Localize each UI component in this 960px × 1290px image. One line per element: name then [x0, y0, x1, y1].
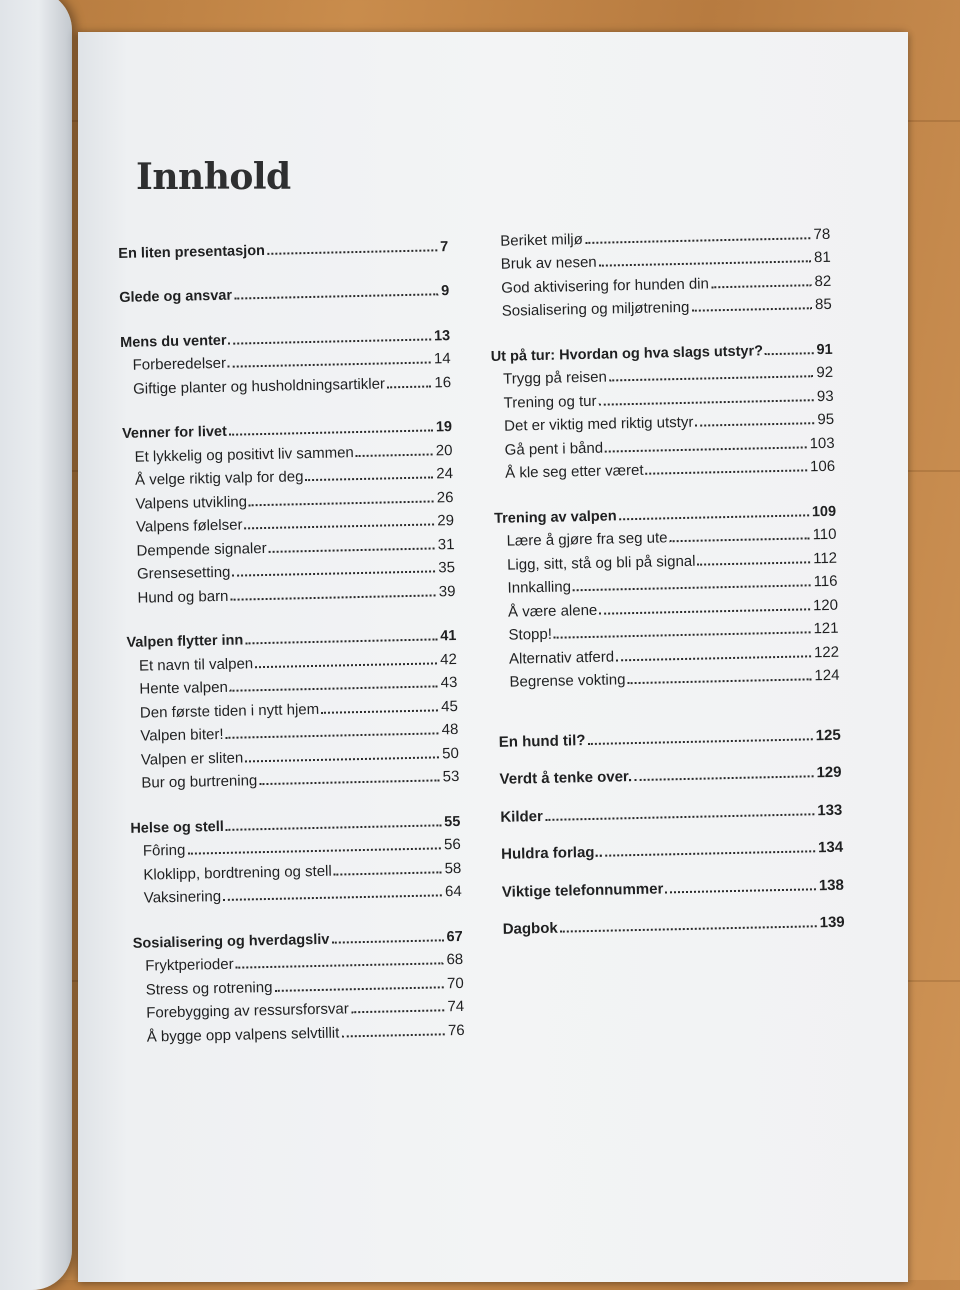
leader-dots [609, 375, 814, 381]
toc-page-number: 124 [814, 666, 840, 685]
leader-dots [560, 925, 817, 932]
toc-page-number: 106 [809, 457, 836, 476]
toc-entry-label: Vaksinering [143, 887, 222, 907]
toc-entry-label: Å kle seg etter været [505, 461, 644, 482]
leader-dots [665, 888, 816, 893]
toc-entry-label: Den første tiden i nytt hjem [139, 700, 320, 722]
leader-dots [245, 638, 437, 644]
toc-right-top [488, 219, 840, 691]
toc-page-number: 93 [816, 387, 834, 405]
toc-entry-label: Å bygge opp valpens selvtillit [146, 1024, 340, 1046]
toc-page-number: 125 [815, 726, 841, 744]
toc-entry-label: Bur og burtrening [141, 772, 258, 792]
toc-page-number: 70 [446, 974, 464, 992]
toc-entry-label: Trening og tur [503, 392, 597, 412]
toc-entry-label: Valpen flytter inn [126, 632, 244, 651]
leader-dots [627, 678, 811, 684]
leader-dots [646, 469, 808, 474]
leader-dots [599, 608, 810, 614]
leader-dots [619, 514, 809, 520]
leader-dots [765, 352, 814, 355]
toc-entry-label: Alternativ atferd [508, 647, 615, 668]
toc-page-number: 110 [812, 525, 837, 544]
toc-page-number: 20 [435, 441, 453, 459]
toc-page-number: 120 [812, 596, 839, 614]
leader-dots [229, 429, 433, 435]
leader-dots [341, 1033, 445, 1037]
leader-dots [331, 939, 443, 943]
toc-entry-label: Verdt å tenke over. [499, 768, 633, 788]
leader-dots [255, 662, 437, 668]
toc-entry-label: Hente valpen [139, 678, 229, 698]
leader-dots [698, 561, 811, 565]
toc-entry-label: Ligg, sitt, stå og bli på signal [506, 552, 696, 574]
toc-page-number: 45 [441, 697, 459, 715]
leader-dots [605, 850, 815, 856]
toc-page-number: 19 [435, 419, 453, 436]
toc-page-number: 29 [437, 512, 455, 530]
toc-page-number: 139 [819, 913, 845, 932]
toc-entry-label: Sosialisering og hverdagsliv [132, 931, 330, 952]
toc-page-number: 35 [438, 559, 456, 577]
toc-page-number: 9 [440, 283, 450, 300]
toc-page-number: 85 [814, 295, 832, 314]
leader-dots [223, 894, 442, 901]
toc-entry-label: God aktivisering for hunden din [501, 274, 710, 297]
toc-entry-label: Mens du venter [120, 332, 227, 351]
toc-page-number: 92 [816, 363, 834, 382]
leader-dots [269, 547, 435, 552]
leader-dots [387, 385, 432, 388]
toc-page-number: 122 [813, 643, 840, 661]
toc-entry-label: Trening av valpen [493, 507, 617, 527]
toc-entry-label: Ut på tur: Hvordan og hva slags utstyr? [490, 342, 764, 365]
toc-page-number: 95 [817, 410, 835, 429]
toc-entry-label: Forberedelser [132, 354, 227, 374]
toc-page-number: 76 [447, 1021, 465, 1039]
toc-page-number: 50 [441, 744, 460, 762]
leader-dots [616, 655, 811, 661]
toc-entry-label: Forebygging av ressursforsvar [146, 1000, 349, 1022]
leader-dots [605, 446, 807, 452]
toc-entry-label: Valpen er sliten [140, 748, 244, 769]
toc-entry-label: Huldra forlag.. [500, 843, 604, 863]
toc-page-number: 39 [438, 582, 456, 600]
toc-page-number: 129 [816, 763, 842, 782]
toc-entry-label: Dempende signaler [136, 539, 267, 560]
toc-page-number: 55 [443, 813, 461, 830]
leader-dots [228, 361, 431, 367]
toc-entry-label: Fôring [142, 841, 186, 860]
toc-page-number: 31 [437, 535, 455, 553]
toc-entry-label: Stress og rotrening [145, 978, 273, 999]
toc-entry-label: Begrense vokting [509, 671, 626, 691]
leader-dots [275, 986, 445, 992]
leader-dots [234, 293, 438, 299]
leader-dots [711, 284, 812, 288]
leader-dots [249, 500, 434, 506]
leader-dots [695, 422, 814, 426]
leader-dots [230, 594, 435, 600]
toc-chapter-entry [502, 893, 845, 938]
toc-page-number: 48 [441, 720, 459, 739]
toc-entry-label: Gå pent i bånd [504, 439, 604, 459]
toc-entry-label: Å velge riktig valp for deg [134, 468, 304, 489]
toc-entry-label: Beriket miljø [500, 230, 583, 250]
toc-entry-label: Et lykkelig og positivt liv sammen [134, 443, 354, 466]
toc-entry-label: Valpens utvikling [135, 492, 248, 513]
page-title: Innhold [136, 156, 291, 198]
toc-entry-label: Valpens følelser [135, 516, 243, 536]
toc-page-number: 133 [817, 801, 843, 819]
toc-entry-label: Et navn til valpen [138, 654, 254, 675]
toc-page-number: 67 [446, 928, 463, 945]
leader-dots [599, 399, 814, 406]
toc-page-number: 24 [436, 465, 454, 483]
toc-page-number: 116 [813, 572, 838, 591]
leader-dots [321, 709, 438, 713]
leader-dots [356, 453, 433, 457]
leader-dots [226, 824, 441, 831]
toc-page-number: 64 [444, 882, 462, 901]
leader-dots [259, 779, 439, 785]
toc-entry-label: Viktige telefonnummer [501, 879, 664, 901]
toc-entry-label: Valpen biter! [140, 725, 224, 745]
leader-dots [245, 756, 439, 762]
toc-entry-label: Bruk av nesen [500, 253, 597, 273]
toc-entry-label: Å være alene [507, 601, 598, 621]
toc-entry-label: Innkalling [507, 578, 572, 597]
toc-page-number: 103 [809, 434, 835, 452]
toc-page-number: 41 [440, 628, 457, 645]
toc-entry-label: Det er viktig med riktig utstyr [504, 413, 694, 435]
leader-dots [226, 732, 439, 738]
toc-entry-label: Hund og barn [137, 587, 229, 607]
toc-page-number: 82 [814, 272, 832, 290]
toc-page-number: 56 [443, 835, 461, 854]
toc-page-number: 74 [447, 997, 465, 1016]
toc-entry-label: Kloklipp, bordtrening og stell [143, 862, 332, 884]
toc-entry-label: Kilder [500, 807, 544, 826]
toc-entry-label: Grensesetting [136, 563, 231, 583]
toc-entry-label: Venner for livet [121, 423, 228, 442]
leader-dots [236, 962, 444, 968]
toc-page-number: 14 [433, 350, 451, 368]
leader-dots [691, 307, 812, 312]
toc-page-number: 134 [817, 838, 844, 857]
toc-page-number: 121 [813, 619, 839, 638]
toc-entry-label: Lære å gjøre fra seg ute [506, 529, 668, 550]
toc-page-number: 138 [818, 876, 845, 894]
toc-entry-label: Fryktperioder [145, 955, 234, 975]
leader-dots [267, 249, 437, 255]
toc-entry-label: En liten presentasjon [118, 242, 266, 262]
toc-right-lower [498, 706, 845, 938]
toc-page-number: 109 [811, 503, 837, 520]
toc-entry-label: Giftige planter og husholdningsartikler [132, 374, 386, 398]
leader-dots [229, 338, 431, 344]
leader-dots [634, 775, 813, 781]
toc-page-number: 7 [440, 238, 449, 255]
toc-entry-label: Trygg på reisen [503, 368, 608, 388]
left-page-edge [0, 0, 72, 1290]
toc-entry-label: Helse og stell [130, 818, 224, 837]
toc-page-number: 53 [442, 767, 460, 786]
toc-entry-label: En hund til? [498, 731, 586, 751]
toc-page-number: 68 [446, 950, 464, 969]
toc-page-number: 42 [440, 650, 458, 668]
leader-dots [334, 871, 442, 875]
toc-right-column [488, 219, 845, 938]
toc-left-column [118, 231, 465, 1045]
leader-dots [245, 523, 435, 529]
toc-entry-label: Stopp! [508, 625, 553, 644]
toc-entry-label: Glede og ansvar [119, 287, 233, 306]
toc-page-number: 43 [440, 673, 458, 692]
leader-dots [230, 685, 438, 691]
toc-entry-label: Sosialisering og miljøtrening [501, 298, 690, 320]
toc-entry-label: Dagbok [502, 919, 558, 938]
toc-page-number: 16 [434, 373, 452, 391]
leader-dots [670, 537, 810, 542]
toc-page-number: 81 [813, 248, 831, 267]
leader-dots [351, 1009, 445, 1013]
toc-page-number: 78 [813, 225, 831, 243]
leader-dots [232, 570, 435, 576]
leader-dots [306, 476, 434, 481]
toc-page-number: 112 [812, 549, 838, 567]
toc-page-number: 13 [433, 327, 451, 344]
toc-page-number: 26 [436, 488, 454, 506]
leader-dots [599, 260, 811, 266]
toc-page-number: 91 [816, 341, 833, 358]
toc-page-number: 58 [444, 859, 462, 877]
